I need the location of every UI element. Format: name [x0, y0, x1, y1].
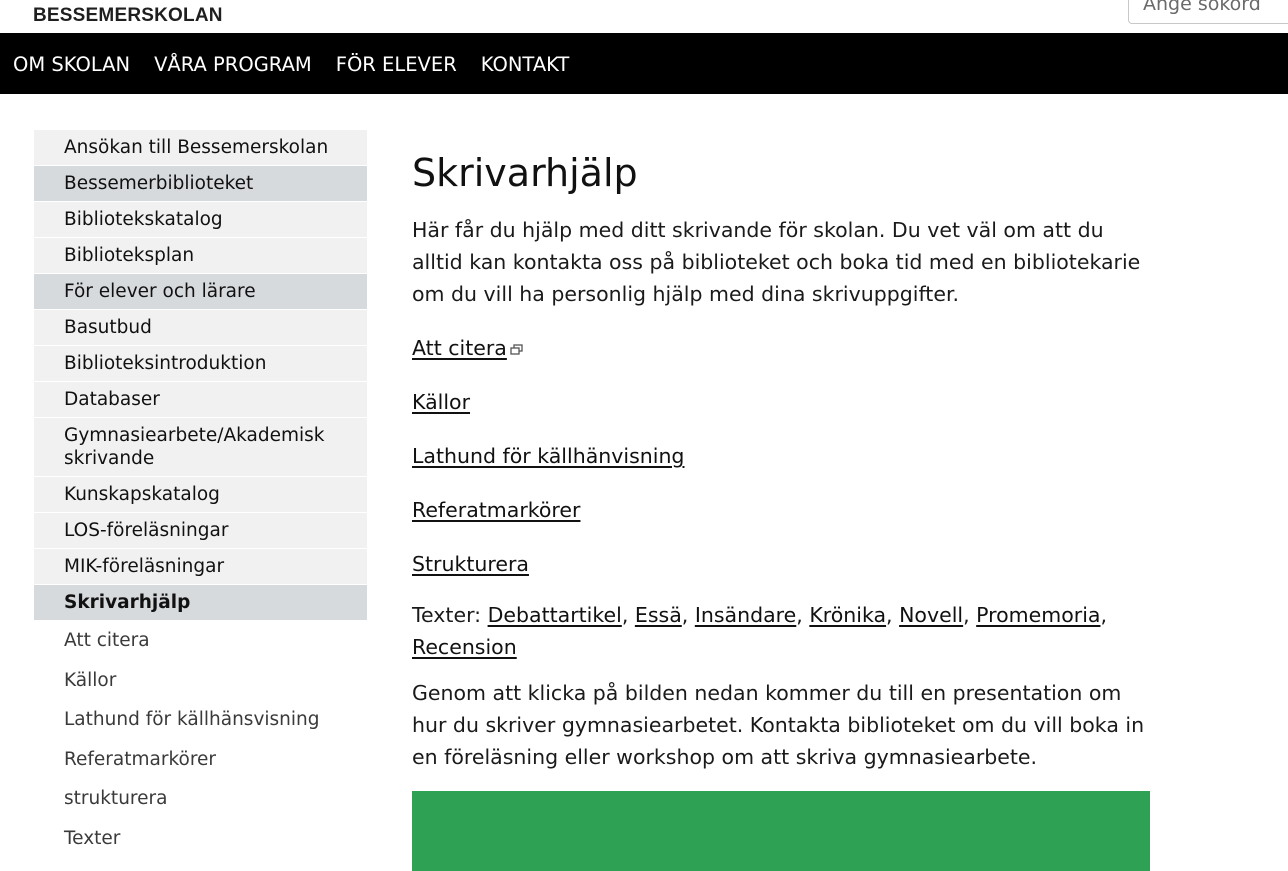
sidebar-item-kunskapskatalog[interactable]: Kunskapskatalog	[34, 477, 367, 513]
link-insandare[interactable]: Insändare	[694, 603, 797, 627]
link-row-strukturera	[412, 548, 1152, 580]
nav-vara-program[interactable]: VÅRA PROGRAM	[154, 52, 312, 76]
texter-label: Texter:	[412, 603, 482, 627]
sidebar-item-skrivarhjalp[interactable]: Skrivarhjälp	[34, 585, 367, 621]
sidebar-subitem-kallor[interactable]: Källor	[34, 661, 367, 701]
link-strukturera[interactable]: Strukturera	[412, 552, 529, 576]
top-header	[0, 0, 1288, 33]
search-input[interactable]	[1128, 0, 1288, 24]
sidebar-item-basutbud[interactable]: Basutbud	[34, 310, 367, 346]
sidebar-subitem-strukturera[interactable]: strukturera	[34, 779, 367, 819]
texter-paragraph: Texter: Debattartikel, Essä, Insändare, Krönika, Novell, Promemoria, Recension	[412, 603, 1107, 659]
link-debattartikel[interactable]: Debattartikel	[487, 603, 622, 627]
link-referatmarkorer[interactable]: Referatmarkörer	[412, 498, 581, 522]
sidebar-subitem-lathund[interactable]: Lathund för källhänsvisning	[34, 700, 367, 740]
site-logo[interactable]: BESSEMERSKOLAN	[33, 5, 223, 26]
link-kronika[interactable]: Krönika	[809, 603, 887, 627]
sidebar-subitem-att-citera[interactable]: Att citera	[34, 621, 367, 661]
link-row-lathund	[412, 440, 1152, 472]
sidebar-item-databaser[interactable]: Databaser	[34, 382, 367, 418]
link-essa[interactable]: Essä	[634, 603, 682, 627]
sidebar-item-mik-forelasningar[interactable]: MIK-föreläsningar	[34, 549, 367, 585]
sidebar-item-bessemerbiblioteket[interactable]: Bessemerbiblioteket	[34, 166, 367, 202]
presentation-image-link[interactable]	[412, 791, 1150, 871]
link-att-citera[interactable]: Att citera	[412, 336, 507, 360]
nav-kontakt[interactable]: KONTAKT	[480, 52, 570, 76]
sidebar-item-bibliotekskatalog[interactable]: Bibliotekskatalog	[34, 202, 367, 238]
sidebar-item-for-elever-och-larare[interactable]: För elever och lärare	[34, 274, 367, 310]
nav-for-elever[interactable]: FÖR ELEVER	[335, 52, 457, 76]
sidebar-item-gymnasiearbete[interactable]: Gymnasiearbete/Akademisk skrivande	[34, 418, 367, 477]
page-title: Skrivarhjälp	[412, 151, 638, 195]
nav-om-skolan[interactable]: OM SKOLAN	[13, 52, 131, 76]
sidebar-item-biblioteksintroduktion[interactable]: Biblioteksintroduktion	[34, 346, 367, 382]
link-recension[interactable]: Recension	[412, 635, 517, 659]
link-row-kallor	[412, 386, 1152, 418]
link-promemoria[interactable]: Promemoria	[976, 603, 1101, 627]
sidebar-nav	[34, 130, 367, 858]
sidebar-item-biblioteksplan[interactable]: Biblioteksplan	[34, 238, 367, 274]
link-novell[interactable]: Novell	[899, 603, 964, 627]
presentation-text: Genom att klicka på bilden nedan kommer du till en presentation om hur du skriver gymnasiearbetet. Kontakta biblioteket om du vill boka in en föreläsning eller workshop om att skriva gymnasiearbete.	[412, 681, 1145, 769]
link-row-referatmarkorer	[412, 494, 1152, 526]
main-nav	[0, 33, 1288, 94]
link-kallor[interactable]: Källor	[412, 390, 471, 414]
sidebar-item-ansokan[interactable]: Ansökan till Bessemerskolan	[34, 130, 367, 166]
sidebar-subitem-texter[interactable]: Texter	[34, 819, 367, 859]
intro-text: Här får du hjälp med ditt skrivande för skolan. Du vet väl om att du alltid kan kontakta oss på biblioteket och boka tid med en bibliotekarie om du vill ha personlig hjälp med dina skrivuppgifter.	[412, 218, 1141, 306]
sidebar-subitem-referatmarkorer[interactable]: Referatmarkörer	[34, 740, 367, 780]
link-row-att-citera	[412, 332, 1152, 364]
sidebar-item-los-forelasningar[interactable]: LOS-föreläsningar	[34, 513, 367, 549]
link-lathund[interactable]: Lathund för källhänvisning	[412, 444, 685, 468]
external-link-icon	[510, 344, 523, 356]
main-content	[412, 150, 1152, 773]
